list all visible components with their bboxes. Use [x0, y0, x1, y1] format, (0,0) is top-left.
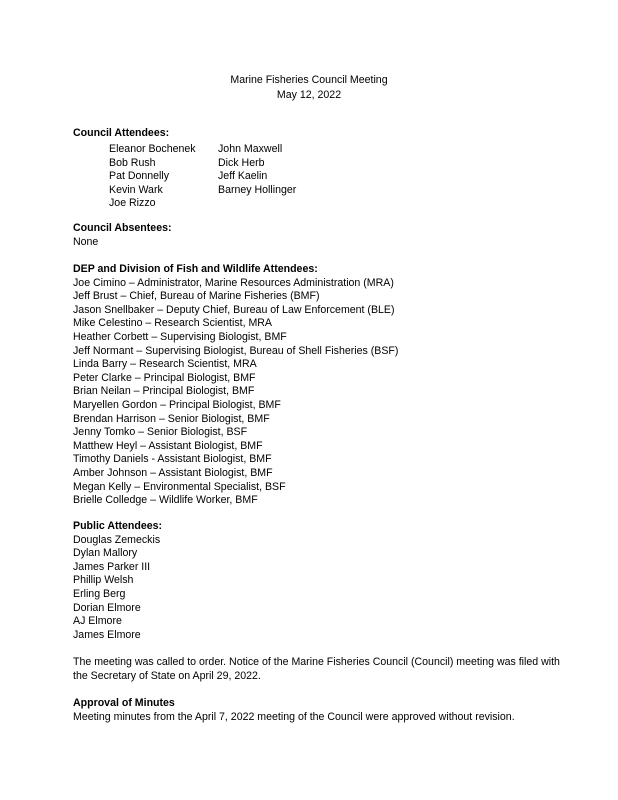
list-item: Dick Herb — [218, 156, 265, 169]
list-item: Brian Neilan – Principal Biologist, BMF — [73, 385, 255, 398]
dep-attendees-section — [73, 263, 398, 508]
list-item: James Elmore — [73, 628, 141, 641]
list-item: Jeff Kaelin — [218, 170, 268, 183]
council-attendees-col2 — [218, 143, 296, 197]
public-attendees-heading: Public Attendees: — [73, 520, 163, 532]
list-item: AJ Elmore — [73, 615, 122, 628]
list-item: Jenny Tomko – Senior Biologist, BSF — [73, 426, 248, 439]
list-item: Dylan Mallory — [73, 547, 138, 560]
list-item: Timothy Daniels - Assistant Biologist, BMF — [73, 453, 272, 466]
list-item: Erling Berg — [73, 587, 126, 600]
list-item: Jeff Brust – Chief, Bureau of Marine Fisheries (BMF) — [73, 290, 320, 303]
list-item: Pat Donnelly — [109, 170, 170, 183]
list-item: Brielle Colledge – Wildlife Worker, BMF — [73, 494, 258, 507]
list-item: Heather Corbett – Supervising Biologist, BMF — [73, 330, 287, 343]
list-item: Jeff Normant – Supervising Biologist, Bureau of Shell Fisheries (BSF) — [73, 344, 399, 357]
list-item: Matthew Heyl – Assistant Biologist, BMF — [73, 439, 263, 452]
list-item: Amber Johnson – Assistant Biologist, BMF — [73, 466, 273, 479]
council-absentees-heading: Council Absentees: — [73, 222, 172, 234]
approval-text: Meeting minutes from the April 7, 2022 meeting of the Council were approved without revision. — [73, 710, 515, 723]
list-item: Peter Clarke – Principal Biologist, BMF — [73, 371, 256, 384]
list-item: Dorian Elmore — [73, 601, 141, 614]
list-item: Phillip Welsh — [73, 574, 134, 587]
list-item: Mike Celestino – Research Scientist, MRA — [73, 317, 273, 330]
list-item: Joe Rizzo — [109, 197, 156, 210]
council-attendees-col1 — [109, 143, 196, 211]
meeting-title: Marine Fisheries Council Meeting — [230, 74, 388, 86]
call-to-order-paragraph — [73, 656, 560, 683]
council-absentees-section — [73, 222, 172, 249]
approval-heading: Approval of Minutes — [73, 697, 175, 709]
list-item: James Parker III — [73, 560, 151, 573]
list-item: Barney Hollinger — [218, 183, 297, 196]
list-item: Megan Kelly – Environmental Specialist, BSF — [73, 480, 286, 493]
list-item: Douglas Zemeckis — [73, 533, 161, 546]
list-item: Bob Rush — [109, 156, 156, 169]
list-item: Jason Snellbaker – Deputy Chief, Bureau of Law Enforcement (BLE) — [73, 303, 395, 316]
public-attendees-section — [73, 520, 162, 642]
list-item: Maryellen Gordon – Principal Biologist, BMF — [73, 398, 281, 411]
list-item: Eleanor Bochenek — [109, 143, 196, 155]
paragraph-line: the Secretary of State on April 29, 2022. — [73, 669, 261, 682]
paragraph-line: The meeting was called to order. Notice of the Marine Fisheries Council (Council) meeting was filed with — [73, 656, 560, 668]
list-item: John Maxwell — [218, 143, 283, 155]
list-item: Brendan Harrison – Senior Biologist, BMF — [73, 412, 270, 425]
approval-section — [73, 697, 515, 724]
document-title — [0, 73, 618, 102]
list-item: Kevin Wark — [109, 183, 163, 196]
meeting-date: May 12, 2022 — [276, 88, 342, 101]
dep-attendees-heading: DEP and Division of Fish and Wildlife Attendees: — [73, 263, 318, 275]
list-item: Joe Cimino – Administrator, Marine Resources Administration (MRA) — [73, 276, 394, 289]
list-item: Linda Barry – Research Scientist, MRA — [73, 358, 257, 371]
council-attendees-heading: Council Attendees: — [73, 127, 170, 139]
council-absentees-value: None — [73, 235, 99, 248]
